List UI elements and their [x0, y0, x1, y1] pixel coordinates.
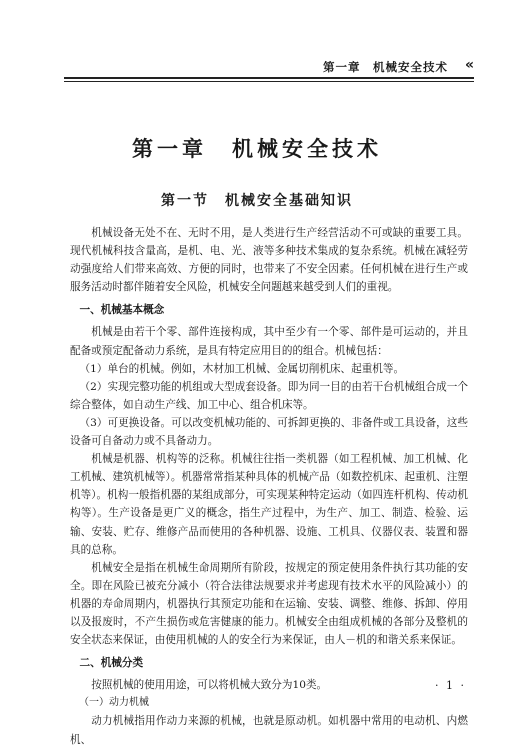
intro-paragraph: 机械设备无处不在、无时不用，是人类进行生产经营活动不可或缺的重要工具。现代机械科技含量高，是机、电、光、液等多种技术集成的复杂系统。机械在减轻劳动强度给人们带来高效、方便的同时，也带来了不安全因素。任何机械在进行生产或服务活动时都伴随着安全风险，机械安全问题越来越受到人们的重视。 — [70, 227, 468, 294]
paragraph-power-machinery: 动力机械指用作动力来源的机械，也就是原动机。如机器中常用的电动机、内燃机、 — [70, 715, 468, 746]
subheading-power-machinery: （一）动力机械 — [79, 697, 149, 709]
body-text — [70, 224, 468, 749]
paragraph-classification: 按照机械的使用用途，可以将机械大致分为10类。 — [91, 679, 328, 692]
heading-basic-concepts: 一、机械基本概念 — [79, 304, 165, 317]
paragraph-machine-definition: 机械是由若干个零、部件连接构成，其中至少有一个零、部件是可运动的，并且配备或预定配备动力系统，是具有特定应用目的的组合。机械包括： — [70, 326, 468, 357]
page-number: · 1 · — [435, 679, 466, 692]
paragraph-machine-safety: 机械安全是指在机械生命周期所有阶段，按规定的预定使用条件执行其功能的安全。即在风险已被充分减小（符合法律法规要求并考虑现有技术水平的风险减小）的机器的寿命周期内，机器执行其预定功能和在运输、安装、调整、维修、拆卸、停用以及报废时，不产生损伤或危害健康的能力。机械安全由组成机械的各部分及整机的安全状态来保证，由使用机械的人的安全行为来保证，由人－机的和谐关系来保证。 — [70, 561, 468, 647]
heading-machine-classification: 二、机械分类 — [79, 657, 144, 670]
paragraph-machine-terms: 机械是机器、机构等的泛称。机械往往指一类机器（如工程机械、加工机械、化工机械、建筑机械等）。机器常常指某种具体的机械产品（如数控机床、起重机、注塑机等）。机构一般指机器的某组成部分，可实现某种特定运动（如四连杆机构、传动机构等）。生产设备是更广义的概念，指生产过程中，为生产、加工、制造、检验、运输、安装、贮存、维修产品而使用的各种机器、设施、工机具、仪器仪表、装置和器具的总称。 — [70, 453, 468, 556]
running-header — [64, 57, 474, 79]
list-item: （1）单台的机械。例如，木材加工机械、金属切削机床、起重机等。 — [79, 362, 405, 375]
section-title: 第一节 机械安全基础知识 — [161, 193, 353, 209]
list-item: （3）可更换设备。可以改变机械功能的、可拆卸更换的、非备件或工具设备，这些设备可自备动力或不具备动力。 — [70, 416, 468, 448]
header-rule-thin — [64, 81, 474, 82]
double-chevron-icon: « — [464, 57, 474, 73]
chapter-title: 第一章 机械安全技术 — [132, 136, 382, 161]
header-rule-thick — [64, 77, 474, 79]
running-header-title: 第一章 机械安全技术 — [323, 60, 448, 74]
list-item: （2）实现完整功能的机组或大型成套设备。即为同一目的由若干台机械组合成一个综合整体，如自动生产线、加工中心、组合机床等。 — [70, 380, 468, 411]
